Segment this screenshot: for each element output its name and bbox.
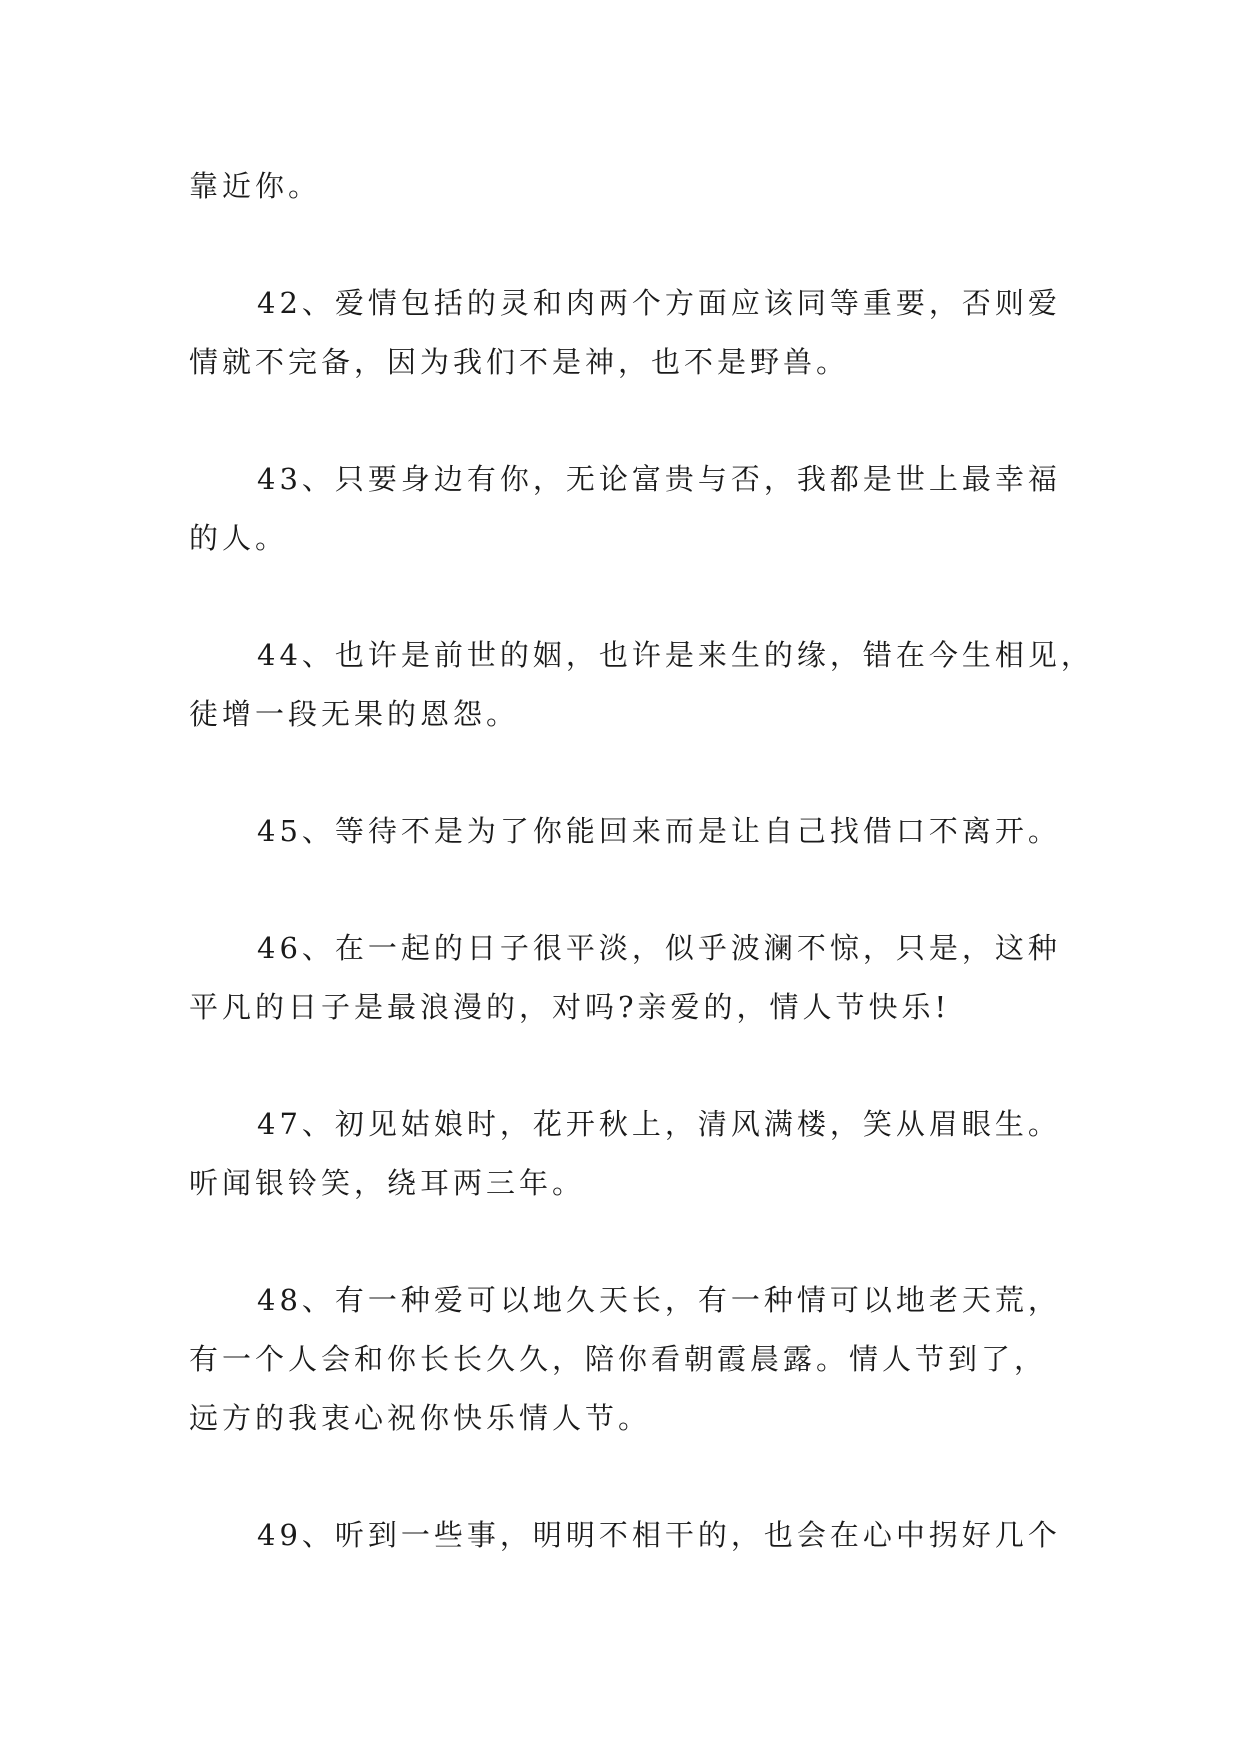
paragraph-43 [189,450,1089,568]
paragraph-46 [189,919,1089,1037]
paragraph-line: 45、等待不是为了你能回来而是让自己找借口不离开。 [257,814,1061,848]
paragraph-line: 43、只要身边有你，无论富贵与否，我都是世上最幸福 [257,462,1061,496]
paragraph-line: 42、爱情包括的灵和肉两个方面应该同等重要，否则爱 [257,286,1061,320]
paragraph-45 [189,802,1089,861]
paragraph-continuation [189,157,1089,216]
paragraph-line: 徒增一段无果的恩怨。 [189,697,520,731]
paragraph-48 [189,1271,1089,1448]
paragraph-47 [189,1095,1089,1213]
paragraph-line: 远方的我衷心祝你快乐情人节。 [189,1401,652,1435]
paragraph-line: 听闻银铃笑，绕耳两三年。 [189,1166,586,1200]
paragraph-line: 47、初见姑娘时，花开秋上，清风满楼，笑从眉眼生。 [257,1107,1061,1141]
paragraph-49 [189,1506,1089,1565]
paragraph-line: 有一个人会和你长长久久，陪你看朝霞晨露。情人节到了， [189,1342,1048,1376]
paragraph-line: 49、听到一些事，明明不相干的，也会在心中拐好几个 [257,1518,1061,1552]
paragraph-line: 的人。 [189,521,289,555]
paragraph-42 [189,274,1089,392]
paragraph-line: 平凡的日子是最浪漫的，对吗?亲爱的，情人节快乐! [189,990,951,1024]
paragraph-44 [189,626,1094,744]
paragraph-line: 48、有一种爱可以地久天长，有一种情可以地老天荒， [257,1283,1061,1317]
paragraph-line: 44、也许是前世的姻，也许是来生的缘，错在今生相见， [257,638,1094,672]
paragraph-line: 靠近你。 [189,169,322,203]
document-body [189,157,1094,1565]
paragraph-line: 情就不完备，因为我们不是神，也不是野兽。 [189,345,850,379]
paragraph-line: 46、在一起的日子很平淡，似乎波澜不惊，只是，这种 [257,931,1061,965]
